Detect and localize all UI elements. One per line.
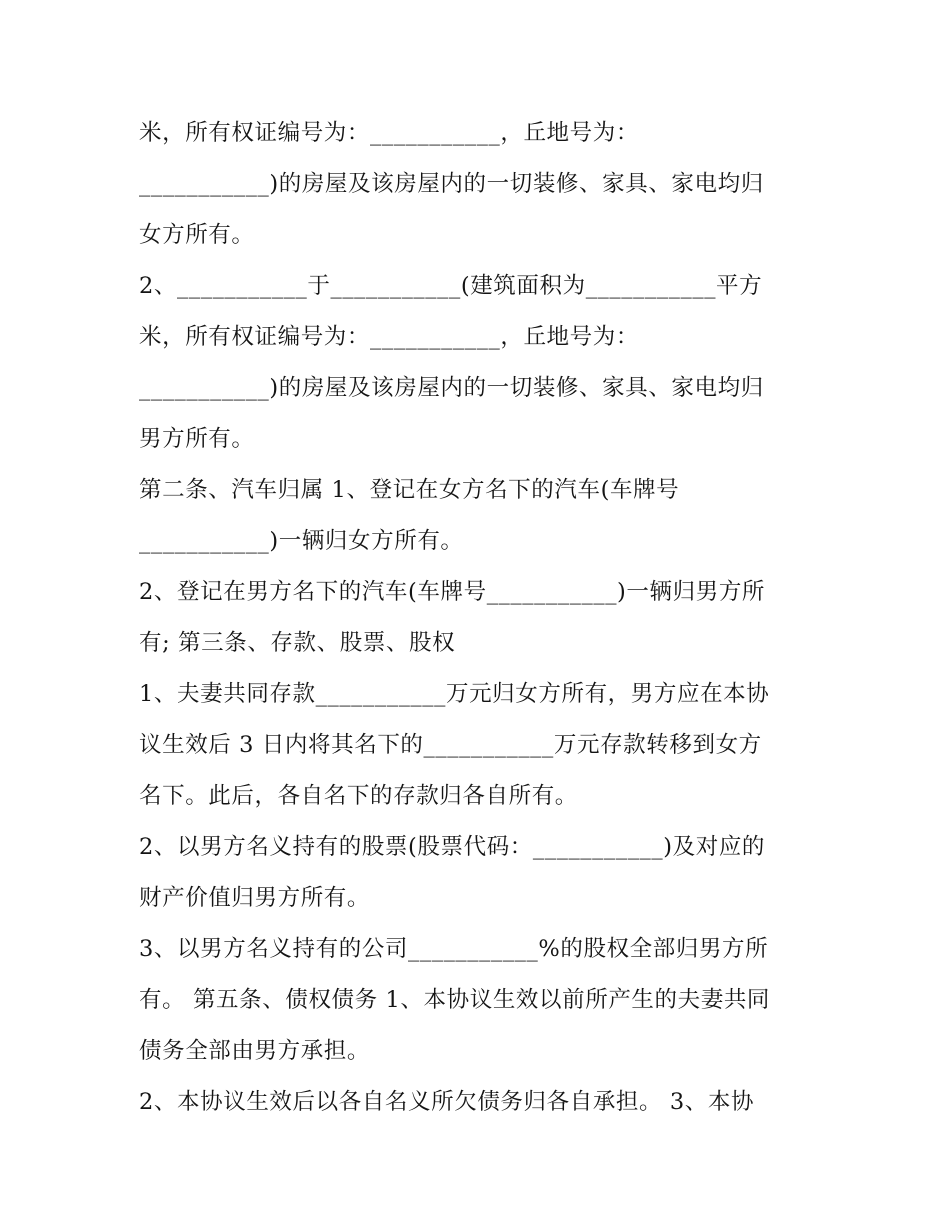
text-line: 有。 第五条、债权债务 1、本协议生效以前所产生的夫妻共同: [139, 987, 771, 1013]
text-line: 第二条、汽车归属 1、登记在女方名下的汽车(车牌号: [139, 477, 680, 503]
text-line: 男方所有。: [139, 426, 255, 452]
text-line: 女方所有。: [139, 222, 255, 248]
text-line: 有; 第三条、存款、股票、股权: [139, 630, 456, 656]
text-line: 2、___________于___________(建筑面积为___________平方: [139, 273, 763, 299]
text-line: 议生效后 3 日内将其名下的___________万元存款转移到女方: [139, 732, 762, 758]
text-line: 米，所有权证编号为：___________，丘地号为：: [139, 324, 639, 350]
text-line: 财产价值归男方所有。: [139, 885, 371, 911]
text-line: 名下。此后，各自名下的存款归各自所有。: [139, 783, 578, 809]
text-line: 2、登记在男方名下的汽车(车牌号___________)一辆归男方所: [139, 579, 766, 605]
text-line: 2、本协议生效后以各自名义所欠债务归各自承担。 3、本协: [139, 1089, 755, 1115]
text-line: 1、夫妻共同存款___________万元归女方所有，男方应在本协: [139, 681, 770, 707]
agreement-body: [139, 108, 819, 1128]
text-line: 米，所有权证编号为：___________，丘地号为：: [139, 120, 639, 146]
text-line: ___________)一辆归女方所有。: [139, 528, 464, 554]
text-line: ___________)的房屋及该房屋内的一切装修、家具、家电均归: [139, 171, 764, 197]
text-line: ___________)的房屋及该房屋内的一切装修、家具、家电均归: [139, 375, 764, 401]
text-line: 2、以男方名义持有的股票(股票代码：___________)及对应的: [139, 834, 766, 860]
text-line: 3、以男方名义持有的公司___________%的股权全部归男方所: [139, 936, 769, 962]
text-line: 债务全部由男方承担。: [139, 1038, 371, 1064]
